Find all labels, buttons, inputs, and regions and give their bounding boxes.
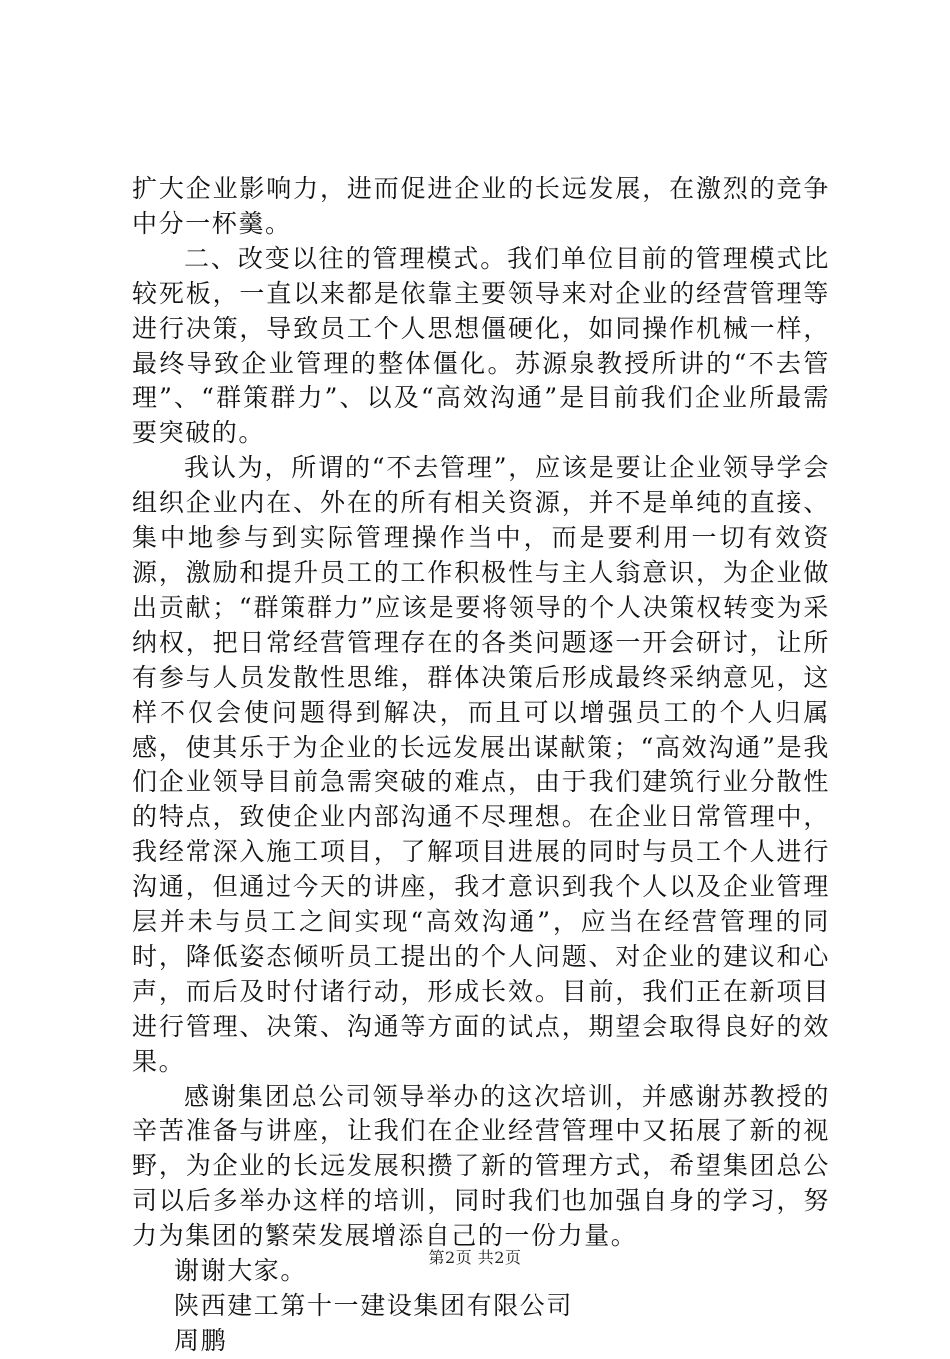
closing-thanks: 谢谢大家。 [174,1256,308,1286]
page-number-footer: 第2页 共2页 [428,1248,522,1267]
signature-name: 周鹏 [174,1325,228,1355]
paragraph-2: 二、改变以往的管理模式。我们单位目前的管理模式比较死板，一直以来都是依靠主要领导来对企业的经营管理等进行决策，导致员工个人思想僵硬化，如同操作机械一样，最终导致企业管理的整体僵化。苏源泉教授所讲的“不去管理”、“群策群力”、以及“高效沟通”是目前我们企业所最需要突破的。 [132,243,830,448]
paragraph-4: 感谢集团总公司领导举办的这次培训，并感谢苏教授的辛苦准备与讲座，让我们在企业经营管理中又拓展了新的视野，为企业的长远发展积攒了新的管理方式，希望集团总公司以后多举办这样的培训，同时我们也加强自身的学习，努力为集团的繁荣发展增添自己的一份力量。 [132,1081,830,1251]
document-body [132,172,830,1359]
paragraph-3: 我认为，所谓的“不去管理”，应该是要让企业领导学会组织企业内在、外在的所有相关资源，并不是单纯的直接、集中地参与到实际管理操作当中，而是要利用一切有效资源，激励和提升员工的工作积极性与主人翁意识，为企业做出贡献；“群策群力”应该是要将领导的个人决策权转变为采纳权，把日常经营管理存在的各类问题逐一开会研讨，让所有参与人员发散性思维，群体决策后形成最终采纳意见，这样不仅会使问题得到解决，而且可以增强员工的个人归属感，使其乐于为企业的长远发展出谋献策；“高效沟通”是我们企业领导目前急需突破的难点，由于我们建筑行业分散性的特点，致使企业内部沟通不尽理想。在企业日常管理中，我经常深入施工项目，了解项目进展的同时与员工个人进行沟通，但通过今天的讲座，我才意识到我个人以及企业管理层并未与员工之间实现“高效沟通”，应当在经营管理的同时，降低姿态倾听员工提出的个人问题、对企业的建议和心声，而后及时付诸行动，形成长效。目前，我们正在新项目进行管理、决策、沟通等方面的试点，期望会取得良好的效果。 [132,453,830,1076]
paragraph-1: 扩大企业影响力，进而促进企业的长远发展，在激烈的竞争中分一杯羹。 [132,174,830,238]
signature-company: 陕西建工第十一建设集团有限公司 [174,1291,574,1320]
